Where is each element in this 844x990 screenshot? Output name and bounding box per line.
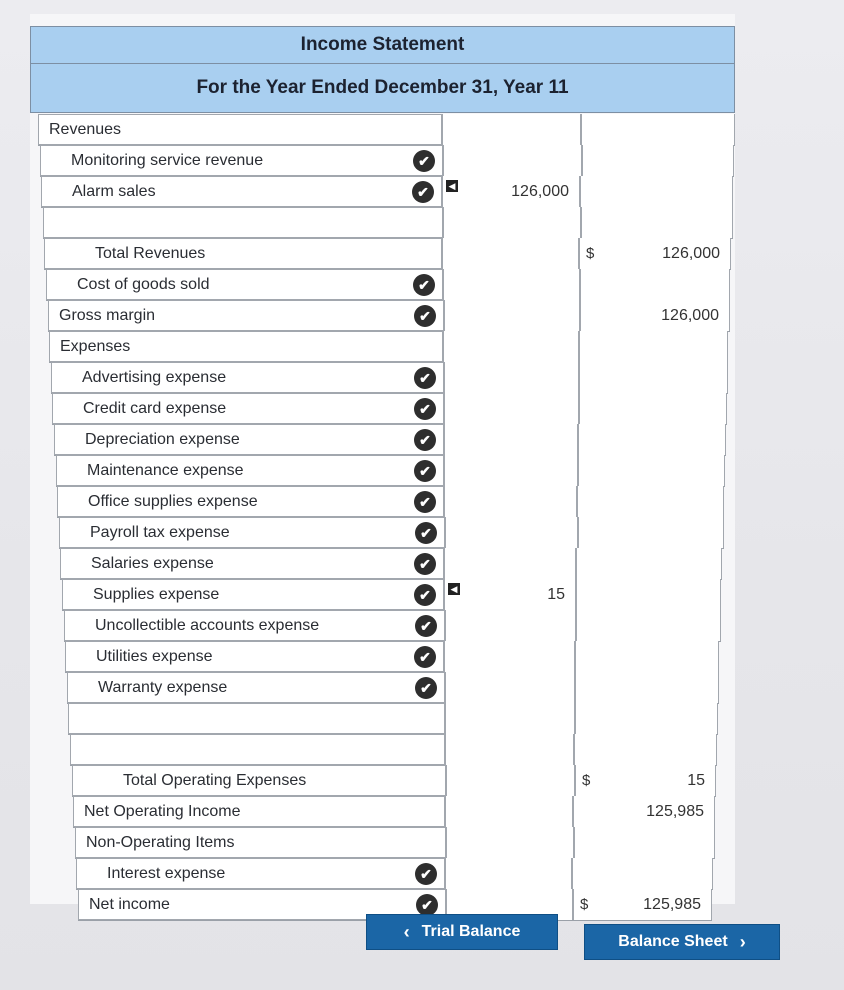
table-row: [72, 765, 716, 797]
table-row: [73, 796, 715, 828]
balance-sheet-button[interactable]: [584, 924, 780, 960]
table-row: [49, 331, 728, 363]
row-label: Cost of goods sold: [46, 269, 443, 300]
amount-field-column-2[interactable]: [579, 331, 728, 362]
currency-symbol: $: [580, 896, 589, 913]
amount-field-column-1[interactable]: 15: [444, 579, 576, 610]
amount-field-column-2[interactable]: [580, 300, 730, 331]
amount-field-column-1[interactable]: [443, 331, 579, 362]
amount-field-column-2[interactable]: [582, 145, 734, 176]
table-row: [62, 579, 721, 611]
checkmark-icon: ✔: [412, 181, 434, 203]
amount-field-column-1[interactable]: [442, 238, 579, 269]
table-row: [48, 300, 730, 332]
amount-field-column-1[interactable]: [445, 734, 574, 765]
row-label: Supplies expense: [62, 579, 444, 610]
empty-row-label-field[interactable]: [68, 703, 445, 734]
flag-icon: ◀: [448, 583, 460, 595]
table-row: [43, 207, 733, 239]
amount-field-column-2[interactable]: [575, 672, 719, 703]
row-label: Monitoring service revenue: [40, 145, 443, 176]
table-row: [41, 176, 733, 208]
table-row: [68, 703, 718, 735]
checkmark-icon: ✔: [414, 367, 436, 389]
amount-field-column-2[interactable]: [578, 517, 724, 548]
amount-field-column-1[interactable]: [445, 703, 575, 734]
checkmark-icon: ✔: [413, 274, 435, 296]
amount-field-column-2[interactable]: [581, 114, 735, 145]
amount-field-column-2[interactable]: [580, 176, 733, 207]
checkmark-icon: ✔: [414, 646, 436, 668]
amount-field-column-1[interactable]: [443, 145, 582, 176]
table-row: [59, 517, 724, 549]
amount-field-column-1[interactable]: [444, 641, 575, 672]
amount-field-column-2[interactable]: [581, 207, 733, 238]
table-row: [65, 641, 719, 673]
checkmark-icon: ✔: [414, 553, 436, 575]
amount-field-column-1[interactable]: [445, 796, 573, 827]
table-row: [60, 548, 722, 580]
amount-value: 125,985: [643, 895, 701, 913]
statement-title: Income Statement: [30, 26, 735, 64]
amount-field-column-1[interactable]: [445, 858, 572, 889]
amount-field-column-1[interactable]: [444, 300, 580, 331]
amount-field-column-2[interactable]: [574, 827, 715, 858]
row-label: Expenses: [49, 331, 443, 362]
statement-subtitle: For the Year Ended December 31, Year 11: [30, 63, 735, 113]
amount-field-column-2[interactable]: [575, 703, 718, 734]
flag-icon: ◀: [446, 180, 458, 192]
amount-field-column-2[interactable]: [573, 796, 715, 827]
checkmark-icon: ✔: [414, 429, 436, 451]
amount-field-column-2[interactable]: [578, 424, 726, 455]
table-row: [44, 238, 731, 270]
amount-field-column-1[interactable]: [442, 114, 581, 145]
amount-field-column-2[interactable]: [575, 765, 716, 796]
table-row: [38, 114, 735, 146]
amount-field-column-1[interactable]: 126,000: [442, 176, 580, 207]
row-label: Interest expense: [76, 858, 445, 889]
amount-field-column-2[interactable]: [576, 579, 721, 610]
amount-field-column-1[interactable]: [443, 207, 581, 238]
row-label: Revenues: [38, 114, 442, 145]
trial-balance-label: Trial Balance: [421, 923, 521, 940]
amount-field-column-2[interactable]: [577, 486, 724, 517]
checkmark-icon: ✔: [414, 398, 436, 420]
amount-field-column-1[interactable]: [445, 517, 578, 548]
table-row: [67, 672, 719, 704]
amount-field-column-1[interactable]: [444, 362, 579, 393]
checkmark-icon: ✔: [415, 863, 437, 885]
balance-sheet-label: Balance Sheet: [618, 933, 728, 950]
amount-value: 126,000: [661, 306, 719, 324]
checkmark-icon: ✔: [413, 150, 435, 172]
checkmark-icon: ✔: [414, 460, 436, 482]
amount-field-column-1[interactable]: [446, 765, 575, 796]
amount-field-column-2[interactable]: [579, 238, 731, 269]
empty-row-label-field[interactable]: [43, 207, 443, 238]
amount-field-column-2[interactable]: [580, 269, 730, 300]
amount-field-column-1[interactable]: [444, 455, 578, 486]
checkmark-icon: ✔: [415, 677, 437, 699]
row-label: Net income: [78, 889, 446, 920]
amount-value: 15: [687, 771, 705, 789]
amount-field-column-2[interactable]: [574, 734, 717, 765]
amount-field-column-2[interactable]: [575, 641, 719, 672]
amount-field-column-1[interactable]: [444, 486, 577, 517]
table-row: [52, 393, 727, 425]
amount-field-column-2[interactable]: [573, 889, 712, 920]
row-label: Total Operating Expenses: [72, 765, 446, 796]
amount-field-column-2[interactable]: [576, 548, 722, 579]
amount-field-column-1[interactable]: [444, 424, 578, 455]
row-label: Warranty expense: [67, 672, 445, 703]
amount-field-column-2[interactable]: [579, 393, 727, 424]
amount-field-column-2[interactable]: [579, 362, 728, 393]
table-row: [57, 486, 724, 518]
row-label: Non-Operating Items: [75, 827, 446, 858]
amount-field-column-1[interactable]: [445, 610, 576, 641]
amount-field-column-2[interactable]: [578, 455, 725, 486]
amount-field-column-1[interactable]: [444, 548, 576, 579]
amount-field-column-2[interactable]: [576, 610, 721, 641]
amount-value: 125,985: [646, 802, 704, 820]
table-row: [70, 734, 717, 766]
row-label: Uncollectible accounts expense: [64, 610, 445, 641]
row-label: Payroll tax expense: [59, 517, 445, 548]
chevron-left-icon: ‹: [403, 921, 410, 942]
table-row: [75, 827, 715, 859]
table-row: [51, 362, 728, 394]
row-label: Total Revenues: [44, 238, 442, 269]
amount-field-column-1[interactable]: [443, 269, 580, 300]
checkmark-icon: ✔: [416, 894, 438, 916]
row-label: Gross margin: [48, 300, 444, 331]
amount-value: 126,000: [662, 244, 720, 262]
amount-field-column-1[interactable]: [444, 393, 579, 424]
table-row: [40, 145, 734, 177]
row-label: Maintenance expense: [56, 455, 444, 486]
row-label: Advertising expense: [51, 362, 444, 393]
checkmark-icon: ✔: [415, 615, 437, 637]
checkmark-icon: ✔: [415, 522, 437, 544]
table-row: [54, 424, 726, 456]
row-label: Net Operating Income: [73, 796, 445, 827]
table-row: [56, 455, 725, 487]
checkmark-icon: ✔: [414, 584, 436, 606]
row-label: Depreciation expense: [54, 424, 444, 455]
amount-field-column-1[interactable]: [445, 672, 575, 703]
row-label: Office supplies expense: [57, 486, 444, 517]
currency-symbol: $: [586, 245, 595, 262]
table-row: [76, 858, 713, 890]
row-label: Utilities expense: [65, 641, 444, 672]
trial-balance-button[interactable]: [366, 914, 558, 950]
row-label: Alarm sales: [41, 176, 442, 207]
checkmark-icon: ✔: [414, 491, 436, 513]
chevron-right-icon: ›: [739, 931, 746, 952]
currency-symbol: $: [582, 772, 591, 789]
amount-field-column-2[interactable]: [572, 858, 713, 889]
amount-field-column-1[interactable]: [446, 827, 574, 858]
row-label: Credit card expense: [52, 393, 444, 424]
row-label: Salaries expense: [60, 548, 444, 579]
table-row: [64, 610, 721, 642]
table-row: [46, 269, 730, 301]
checkmark-icon: ✔: [414, 305, 436, 327]
empty-row-label-field[interactable]: [70, 734, 445, 765]
